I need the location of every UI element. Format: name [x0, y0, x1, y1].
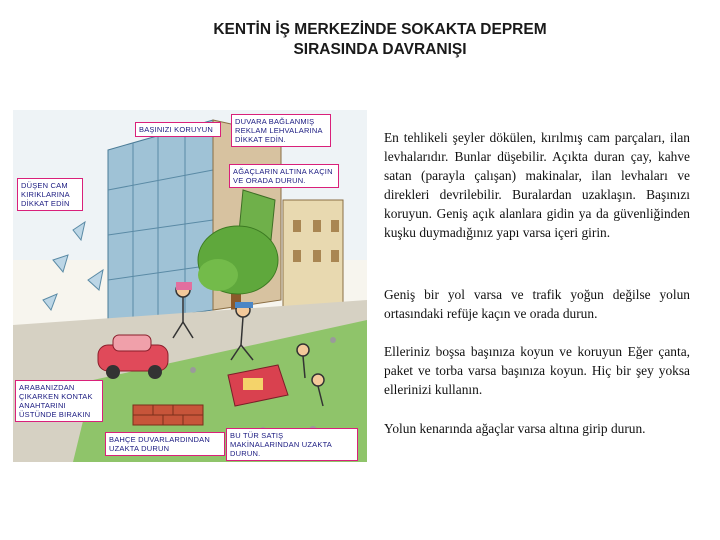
- page-title: [150, 20, 610, 60]
- callout-vending-machines: BU TÜR SATIŞ MAKİNALARINDAN UZAKTA DURUN.: [226, 428, 358, 461]
- callout-garden-walls: BAHÇE DUVARLARDINDAN UZAKTA DURUN: [105, 432, 225, 456]
- paragraph-3: Elleriniz boşsa başınıza koyun ve koruyun Eğer çanta, paket ve torba varsa başınıza koyun. Hiç bir şey yoksa ellerinizi kullanın.: [384, 344, 690, 397]
- callout-trees: AĞAÇLARIN ALTINA KAÇIN VE ORADA DURUN.: [229, 164, 339, 188]
- earthquake-illustration: [13, 110, 367, 462]
- title-line-2: SIRASINDA DAVRANIŞI: [293, 41, 467, 58]
- callout-falling-glass: DÜŞEN CAM KIRIKLARINA DİKKAT EDİN: [17, 178, 83, 211]
- paragraph-1: En tehlikeli şeyler dökülen, kırılmış cam parçaları, ilan levhalarıdır. Bunlar düşebilir. Açıkta duran çay, kahve satan (parayla çalışan) makinalar, ilan levhaları ve direkleri devrilebilir. Buralardan uzaklaşın. Başınızı koruyun. Geniş açık alanlara gidin ya da güvenliğinden kuşku duymadığınız yapı varsa içeri girin.: [384, 130, 690, 240]
- callout-car-keys: ARABANIZDAN ÇIKARKEN KONTAK ANAHTARINI ÜSTÜNDE BIRAKIN: [15, 380, 103, 422]
- paragraph-4: Yolun kenarında ağaçlar varsa altına girip durun.: [384, 421, 646, 436]
- title-line-1: KENTİN İŞ MERKEZİNDE SOKAKTA DEPREM: [213, 21, 547, 38]
- callout-protect-head: BAŞINIZI KORUYUN: [135, 122, 221, 137]
- callout-wall-signs: DUVARA BAĞLANMIŞ REKLAM LEHVALARINA DİKKAT EDİN.: [231, 114, 331, 147]
- paragraph-2: Geniş bir yol varsa ve trafik yoğun değilse yolun ortasındaki refüje kaçın ve orada durun.: [384, 287, 690, 321]
